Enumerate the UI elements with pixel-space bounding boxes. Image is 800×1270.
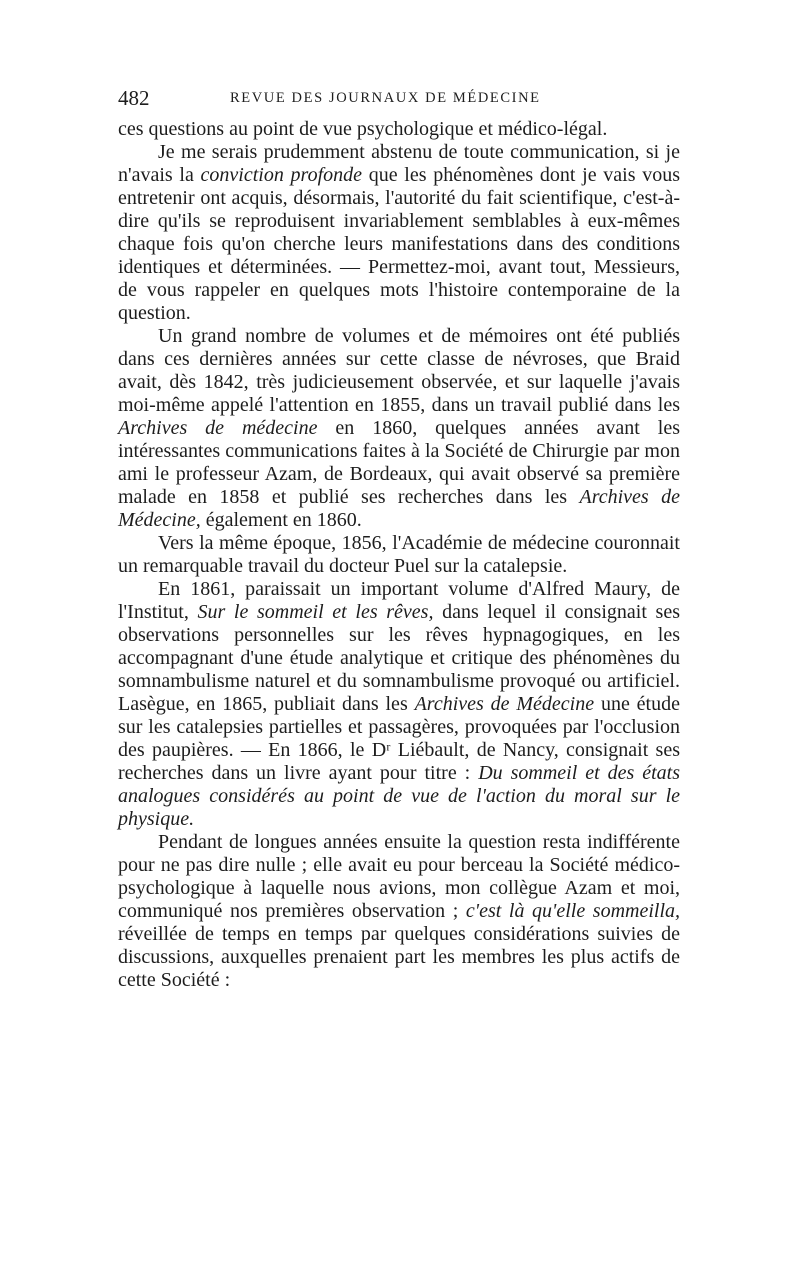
text-run: ces questions au point de vue psychologique et médico-légal. <box>118 118 608 140</box>
italic-text-run: Archives de Médecine, <box>118 486 680 531</box>
running-head <box>118 86 680 118</box>
text-run: réveillée de temps en temps par quelques considérations suivies de discussions, auxquelles prenaient part les membres les plus actifs de cette Société : <box>118 923 680 991</box>
paragraph-p6 <box>118 831 680 992</box>
text-run: Pendant de longues années ensuite la question resta indifférente pour ne pas dire nulle ; elle avait eu pour berceau la Société médico-psychologique à laquelle nous avions, mon collègue Azam et moi, communiqué nos premières observation ; <box>118 831 680 922</box>
text-run: également en 1860. <box>200 509 362 531</box>
text-run: Vers la même époque, 1856, l'Académie de médecine couronnait un remarquable travail du docteur Puel sur la catalepsie. <box>118 532 680 577</box>
paragraph-p3 <box>118 325 680 532</box>
italic-text-run: Archives de médecine <box>118 417 318 439</box>
italic-text-run: Du sommeil et des états analogues considérés au point de vue de l'action du moral sur le physique. <box>118 762 680 830</box>
italic-text-run: c'est là qu'elle sommeilla, <box>465 900 681 922</box>
body-text <box>118 118 680 992</box>
text-run: en 1860, quelques années avant les intéressantes communications faites à la Société de Chirurgie par mon ami le professeur Azam, de Bordeaux, qui avait observé sa première malade en 1858 et publié ses recherches dans les <box>118 417 680 508</box>
journal-title: REVUE DES JOURNAUX DE MÉDECINE <box>230 90 541 106</box>
italic-text-run: Sur le sommeil et les rêves, <box>197 601 434 623</box>
paragraph-p1 <box>118 118 680 141</box>
text-run: que les phénomènes dont je vais vous entretenir ont acquis, désormais, l'autorité du fait scientifique, c'est-à-dire qu'ils se reproduisent invariablement semblables à eux-mêmes chaque fois qu'on cherche leurs manifestations dans des conditions identiques et déterminées. — Permettez-moi, avant tout, Messieurs, de vous rappeler en quelques mots l'histoire contemporaine de la question. <box>118 164 680 324</box>
text-run: dans lequel il consignait ses observations personnelles sur les rêves hypnagogiques, en les accompagnant d'une étude analytique et critique des phénomènes du somnambulisme naturel et du somnambulisme provoqué ou artificiel. Lasègue, en 1865, publiait dans les <box>118 601 680 715</box>
paragraph-p5 <box>118 578 680 831</box>
text-run: En 1861, paraissait un important volume d'Alfred Maury, de l'Institut, <box>118 578 680 623</box>
paragraph-p2 <box>118 141 680 325</box>
paragraph-p4 <box>118 532 680 578</box>
italic-text-run: Archives de Médecine <box>414 693 595 715</box>
text-run: Un grand nombre de volumes et de mémoires ont été publiés dans ces dernières années sur cette classe de névroses, que Braid avait, dès 1842, très judicieusement observée, et sur laquelle j'avais moi-même appelé l'attention en 1855, dans un travail publié dans les <box>118 325 680 416</box>
text-run: Je me serais prudemment abstenu de toute communication, si je n'avais la <box>118 141 680 186</box>
page-number: 482 <box>118 86 150 110</box>
italic-text-run: conviction profonde <box>200 164 363 186</box>
page <box>118 86 680 992</box>
text-run: une étude sur les catalepsies partielles et passagères, provoquées par l'occlusion des paupières. — En 1866, le Dʳ Liébault, de Nancy, consignait ses recherches dans un livre ayant pour titre : <box>118 693 680 784</box>
